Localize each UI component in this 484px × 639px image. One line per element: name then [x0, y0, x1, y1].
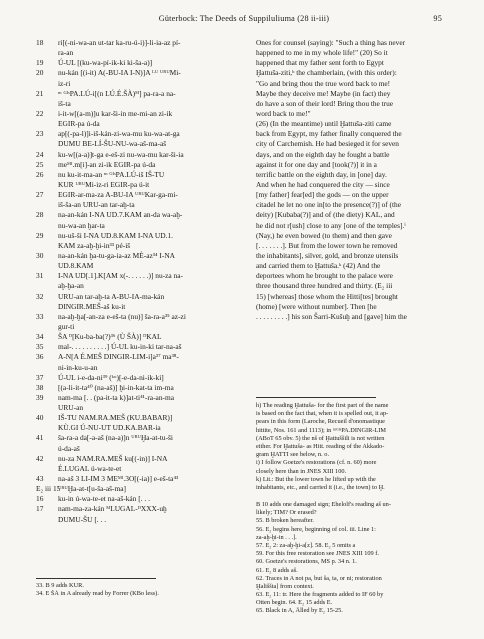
- line-number: 24: [36, 149, 44, 159]
- footnote: 33. B 9 adds KUR.: [36, 582, 84, 589]
- transliteration-line: [36, 261, 242, 271]
- footnote: (ABoT 65 obv. 5) the nš of Ḫattuššili is not written: [256, 434, 385, 442]
- translation-line: "Go and bring thou the true word back to me!: [256, 78, 391, 88]
- line-text: nu-uš-ši I-NA UD.8.KAM I-NA UD.1.: [58, 230, 173, 240]
- translation-line: Ḫattuša-ziti,ᵇ the chamberlain, (with this order):: [256, 68, 397, 78]
- translation-line: and carried them to Ḫattuša.ᵏ (42) And the: [256, 261, 381, 271]
- line-text: KUR ᵁᴿᵁMi-iz-ri EGIR-pa ú-it: [58, 179, 150, 189]
- transliteration-line: [36, 332, 242, 342]
- line-text: ú-da-aš: [58, 443, 80, 453]
- line-text: DINGIR.MEŠ-aš ku-it: [58, 301, 126, 311]
- transliteration-line: [36, 38, 242, 48]
- transliteration-line: [36, 454, 242, 464]
- apparatus-note: 55. B broken hereafter.: [256, 517, 314, 525]
- line-text: mal-. . . . . . . . . .] Ú-UL ku-in-ki tar-na-aš: [58, 342, 182, 352]
- transliteration-line: [36, 312, 242, 322]
- transliteration-line: [36, 393, 242, 403]
- line-text: nam-ma-za-kán ᴹLUGAL-ᴰXXX-uḫ: [58, 504, 167, 514]
- footnote: i) I follow Goetze's restorations (cf. n. 60) more: [256, 459, 377, 467]
- transliteration-line: [36, 444, 242, 454]
- line-number: 28: [36, 210, 44, 220]
- line-number: 30: [36, 250, 44, 260]
- transliteration-line: [36, 464, 242, 474]
- line-text: iš-ša-an URU-an tar-aḫ-ta: [58, 200, 135, 210]
- critical-apparatus: [256, 501, 448, 616]
- apparatus-note: 65. Black in A, Ālled by E₂ 15-25.: [256, 607, 343, 615]
- apparatus-note: 62. Traces in A not pa, but ša, ta, or ni; restoration: [256, 574, 382, 582]
- transliteration-line: [36, 119, 242, 129]
- transliteration-column: [36, 38, 242, 525]
- line-text: na-an-kán I-NA UD.7.KAM an-da wa-aḫ-: [58, 210, 183, 220]
- translation-line: he did not r[ush] close to any [one of the temples].ⁱ: [256, 220, 406, 230]
- transliteration-line: [36, 383, 242, 393]
- line-text: iš-ta: [58, 98, 71, 108]
- translation-line: (home) [were without number]. Then [he: [256, 301, 377, 311]
- line-number: 42: [36, 453, 44, 463]
- transliteration-line: [36, 322, 242, 332]
- transliteration-line: [36, 99, 242, 109]
- line-text: ᵁᴿᵁḪa-at-t[u-ša-aš-ma]: [58, 484, 126, 494]
- apparatus-note: 63. E₂ 11: tr. Here the fragments added to IF 60 by: [256, 591, 384, 599]
- transliteration-line: [36, 423, 242, 433]
- line-number: 31: [36, 271, 44, 281]
- transliteration-line: [36, 221, 242, 231]
- line-text: na-aš 3 LI-IM 3 MEᴹᴵ.3O[(-ia)] e-eš-ta⁴³: [58, 474, 179, 484]
- footnote: h) The reading Ḫattuša- for the first part of the name: [256, 402, 389, 409]
- transliteration-line: [36, 200, 242, 210]
- footnote: pears in this form (Laroche, Recueil d'onomastique: [256, 418, 385, 426]
- line-text: na-an-kán ḫa-tu-ga-ia-az MÈ-az³⁴ I-NA: [58, 250, 176, 260]
- line-text: ra-an: [58, 48, 74, 58]
- translation-line: (Nay,) he even bowed (to them) and then gave: [256, 230, 392, 240]
- translation-line: citadel he let no one in[to the presence(?)] of (the: [256, 200, 401, 210]
- translation-line: against it for one day and [took(?)] it in a: [256, 159, 377, 169]
- transliteration-line: [36, 241, 242, 251]
- apparatus-note: za-aḫ-ḫi-in . . .].: [256, 533, 297, 541]
- translation-line: the inhabitants], silver, gold, and bronze utensils: [256, 250, 399, 260]
- transliteration-line: [36, 190, 242, 200]
- line-number: 43: [36, 474, 44, 484]
- transliteration-line: [36, 271, 242, 281]
- line-number: 23: [36, 129, 44, 139]
- line-number: 40: [36, 413, 44, 423]
- line-text: ku-w[(a-a)]t-ga e-eš-zi nu-wa-mu kar-ši-ia: [58, 149, 184, 159]
- translation-line: back from Egypt, my father finally conquered the: [256, 129, 402, 139]
- footnote: inhabitants, etc., and carried it (i.e., the town) to Ḫ.: [256, 483, 385, 491]
- line-text: URU-an: [58, 403, 84, 413]
- line-text: [(a-li-it-ta⁴⁰ (na-aš)] ḫi-in-kat-ta im-ma: [58, 382, 174, 392]
- line-number: 16: [36, 494, 44, 504]
- transliteration-line: [36, 433, 242, 443]
- translation-line: (26) (In the meantime) until Ḫattuša-ziti came: [256, 119, 392, 129]
- transliteration-line: [36, 373, 242, 383]
- transliteration-line: [36, 109, 242, 119]
- transliteration-line: [36, 342, 242, 352]
- translation-line: happened to me in my whole life!" (20) So it: [256, 48, 388, 58]
- apparatus-note: 59. For this free restoration see JNES XIII 109 f.: [256, 550, 379, 558]
- line-number: 37: [36, 372, 44, 382]
- line-text: ri[(-ni-wa-an ut-tar ka-ru-ú-i)]-li-ia-az pí-: [58, 38, 181, 47]
- line-text: na-aḫ-ḫa[-an-za e-eš-ta (nu)] ša-ra-a³⁵ az-zi: [58, 311, 186, 321]
- line-text: gur-ti: [58, 321, 75, 331]
- transliteration-line: [36, 281, 242, 291]
- line-number: 41: [36, 433, 44, 443]
- transliteration-line: [36, 129, 242, 139]
- translation-line: city of Carchemish. He had besieged it for seven: [256, 139, 399, 149]
- transliteration-line: [36, 504, 242, 514]
- footnote: gram ḪATTI see below, n. o.: [256, 451, 330, 459]
- transliteration-line: [36, 352, 242, 362]
- transliteration-line: [36, 403, 242, 413]
- line-text: aḫ-ḫa-an: [58, 281, 84, 291]
- line-text: ᵐ ᴳᴵˢPA.LÚ-i[(n LÚ.É.ŠÀ)ᴹ] pa-ra-a na-: [58, 88, 176, 98]
- line-text: nam-ma [. . (pa-it-ta k)]at-ti⁴¹-ra-an-ma: [58, 392, 175, 402]
- translation-line: 15) [whereas] those whom the Hitti[tes] brought: [256, 291, 398, 301]
- transliteration-line: [36, 79, 242, 89]
- line-number: 32: [36, 291, 44, 301]
- transliteration-line: [36, 515, 242, 525]
- line-text: iz-ri: [58, 78, 71, 88]
- line-number: 17: [36, 504, 44, 514]
- line-text: ni-in-ku-u-an: [58, 362, 98, 372]
- line-text: KAM za-aḫ-ḫi-in³³ pé-iš: [58, 240, 131, 250]
- apparatus-note: 56. E₂ begins here, beginning of col. iii. Line 1:: [256, 525, 376, 533]
- transliteration-line: [36, 363, 242, 373]
- transliteration-line: [36, 413, 242, 423]
- translation-line: Maybe they deceive me! Maybe (in fact) they: [256, 88, 391, 98]
- translation-line: days, and on the eighth day he fought a battle: [256, 149, 390, 159]
- line-number: 29: [36, 230, 44, 240]
- translation-line: deity) [Kubaba(?)] and of (the diety) KAL, and: [256, 210, 395, 220]
- transliteration-line: [36, 139, 242, 149]
- transliteration-line: [36, 150, 242, 160]
- line-text: I-NA UD[.1].K[AM x(-. . . . . .)] nu-za na-: [58, 271, 183, 281]
- footnote: hittite, Nos. 161 and 1113); in ᵐᴳᴵˢPA.DINGIR-LIM: [256, 426, 386, 434]
- translation-line: Ones for counsel (saying): "Such a thing has never: [256, 38, 406, 47]
- footnote-rule-left: [36, 578, 156, 579]
- line-text: i-it-w[(a-m)]u kar-ši-in me-mi-an zi-ik: [58, 108, 173, 118]
- transliteration-line: [36, 180, 242, 190]
- running-header: [46, 14, 442, 26]
- footnote-rule-right: [256, 397, 376, 398]
- apparatus-note: Ḫališšta] from context.: [256, 582, 314, 590]
- line-text: ku-in ú-wa-te-et na-aš-kán [. . .: [58, 494, 150, 504]
- footnotes-right: [256, 402, 448, 492]
- apparatus-note: Otten begin. 64. E₂ 15 adds E.: [256, 599, 333, 607]
- line-number: 26: [36, 169, 44, 179]
- transliteration-line: [36, 474, 242, 484]
- footnote: closely here than in JNES XIII 100.: [256, 467, 347, 475]
- footnote: k) Lit.: But the lower town he lifted up with the: [256, 475, 376, 483]
- footnote: 34. E ŠÀ in A already read by Forrer (KBo less).: [36, 590, 159, 598]
- line-text: nu-kán [(i-it) A(-BU-IA I-N)]A ᴸᵁ ᵁᴿᵁMi-: [58, 68, 181, 78]
- line-number: 38: [36, 382, 44, 392]
- line-text: nu ku-it-ma-an ᵐ ᴳᴵˢPA.LÚ-iš IŠ-TU: [58, 169, 165, 179]
- line-text: EGIR-ar-ma-za A-BU-IA ᵁᴿᵁKar-ga-mi-: [58, 190, 178, 200]
- footnote: either. For Ḫattuša- as Hitt. reading of the Akkado-: [256, 442, 385, 450]
- transliteration-line: [36, 231, 242, 241]
- transliteration-line: [36, 494, 242, 504]
- line-text: IŠ-TU NAM.RA.MEŠ (KU.BABAR)]: [58, 413, 173, 423]
- line-text: Ú-UL i-e-da-ni³⁹ (ᵏᵘ)[-e-da-ni-ik-ki]: [58, 372, 164, 382]
- line-text: DUMU-ŠU [. . .: [58, 514, 107, 524]
- translation-line: terrific battle on the eighth day, in [one] day.: [256, 169, 387, 179]
- line-number: 18: [36, 38, 44, 47]
- line-number: E₂ iii 15: [36, 484, 61, 494]
- line-number: 25: [36, 159, 44, 169]
- line-text: nu-wa-an ḫar-ta: [58, 220, 105, 230]
- transliteration-line: [36, 89, 242, 99]
- page-number: 95: [433, 14, 442, 23]
- line-number: 27: [36, 190, 44, 200]
- apparatus-note: B 10 adds one damaged sign; Ehelolf's reading aš un-: [256, 501, 391, 508]
- transliteration-line: [36, 68, 242, 78]
- apparatus-note: 61. E₂ 8 adds aš.: [256, 566, 298, 574]
- line-number: 22: [36, 108, 44, 118]
- translation-line: three thousand three hundred and thirty. (E₂ iii: [256, 281, 393, 291]
- transliteration-line: [36, 58, 242, 68]
- translation-line: do have a son of their lord! Bring thou the true: [256, 98, 394, 108]
- line-number: 33: [36, 311, 44, 321]
- line-number: 34: [36, 332, 44, 342]
- apparatus-note: likely; TIM? Or erased?: [256, 509, 317, 517]
- translation-line: deportees whom he brought to the palace were: [256, 271, 393, 281]
- footnote: is based on the fact that, when it is spelled out, it ap-: [256, 410, 389, 418]
- running-title: Güterbock: The Deeds of Suppiluliuma (28 ii-iii): [158, 14, 330, 23]
- line-text: KÙ.GI Ú-NU-UT UD.KA.BAR-ia: [58, 423, 161, 433]
- line-text: Ú-UL [(ku-wa-pí-ik-ki ki-ša-a)]: [58, 58, 153, 68]
- line-number: 39: [36, 392, 44, 402]
- apparatus-note: 57. E₂ 2: za-aḫ-ḫi-a[z]. 58. E₂ 5 omits a: [256, 541, 356, 549]
- line-text: DUMU BE-LÍ-ŠU-NU-wa-aš-ma-aš: [58, 139, 167, 149]
- line-text: UD.8.KAM: [58, 261, 94, 271]
- translation-line: And when he had conquered the city — since: [256, 179, 390, 189]
- transliteration-line: [36, 48, 242, 58]
- translation-line: [my father] fear[ed] the gods — on the upper: [256, 190, 389, 200]
- transliteration-line: [36, 210, 242, 220]
- transliteration-line: [36, 160, 242, 170]
- line-number: 21: [36, 88, 44, 98]
- apparatus-note: 60. Goetze's restorations, MS p. 34 n. 1.: [256, 558, 357, 566]
- translation-line: word back to me!": [256, 108, 311, 118]
- line-number: 19: [36, 58, 44, 68]
- line-text: É.LUGAL ú-wa-te-et: [58, 463, 122, 473]
- translation-column: [256, 38, 448, 322]
- transliteration-line: [36, 484, 242, 494]
- line-text: A-N[A É.MEŠ DINGIR-LIM-i]a³⁷ ma³⁸-: [58, 352, 179, 362]
- line-number: 35: [36, 342, 44, 352]
- line-text: EGIR-pa ú-da: [58, 119, 100, 129]
- line-text: nu-za NAM.RA.MEŠ ku[(-in)] I-NA: [58, 453, 168, 463]
- transliteration-line: [36, 170, 242, 180]
- translation-line: . . . . . . . . .] his son Šarri-Kušuḫ and [gave] him the: [256, 311, 407, 321]
- line-number: 36: [36, 352, 44, 362]
- line-text: URU-an tar-aḫ-ta A-BU-IA-ma-kán: [58, 291, 165, 301]
- translation-line: [. . . . . . .]. But from the lower town he removed: [256, 240, 398, 250]
- line-text: ša-ra-a da[-a-aš (na-a)]n ᵁᴿᵁḪa-at-tu-ši: [58, 433, 173, 443]
- footnotes-left: [36, 582, 242, 598]
- line-text: ap[(-pa-l)]i-iš-kán-zi-wa-mu ku-wa-at-ga: [58, 129, 180, 139]
- line-number: 20: [36, 68, 44, 78]
- transliteration-line: [36, 292, 242, 302]
- transliteration-line: [36, 302, 242, 312]
- line-text: ŠA ᴰ[Ku-ba-ba(?)³⁶ (Ù ŠÀ)] ᴰKAL: [58, 332, 162, 342]
- line-text: meᴹᴵ.m[i]-an zi-ik EGIR-pa ú-da: [58, 159, 156, 169]
- translation-line: happened that my father sent forth to Egypt: [256, 58, 384, 68]
- transliteration-line: [36, 251, 242, 261]
